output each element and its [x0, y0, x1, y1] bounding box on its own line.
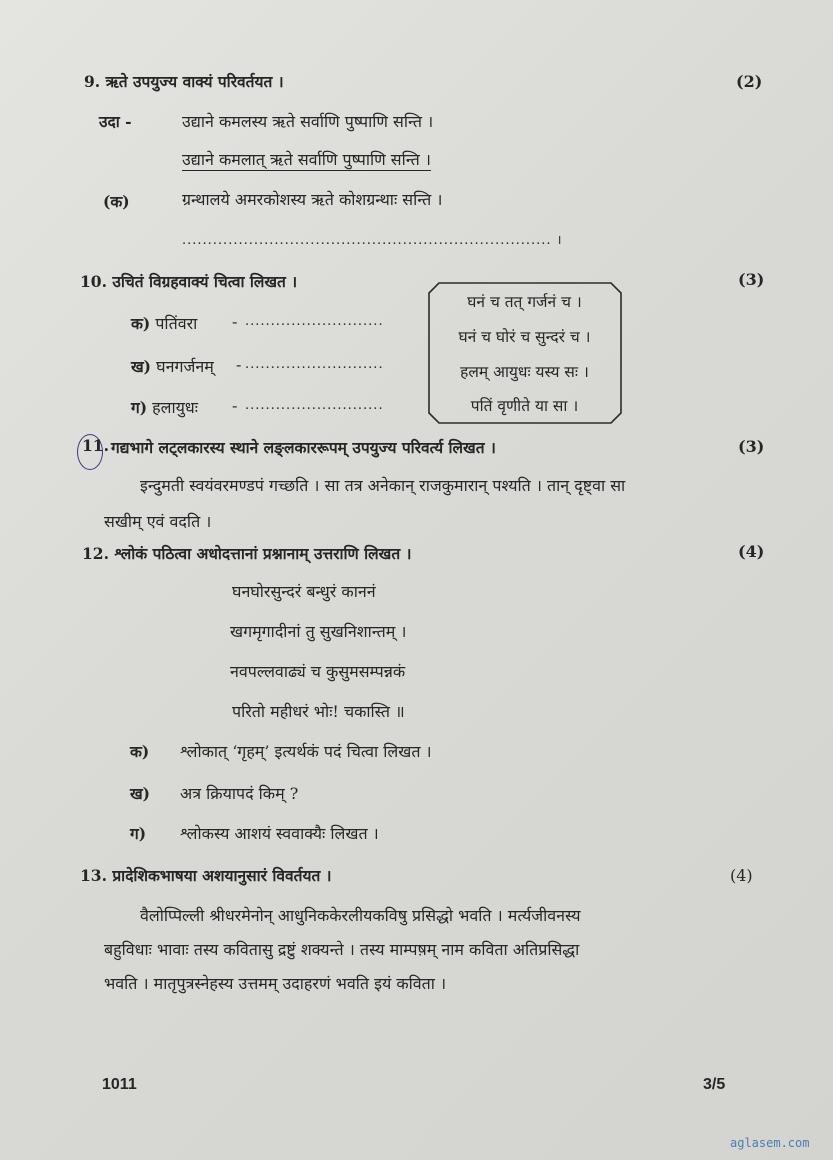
q10-item-sep: -	[232, 396, 238, 415]
q11-number: 11.	[82, 436, 109, 455]
q10-item-blank: ...........................	[245, 314, 384, 329]
q12-question-label: क)	[130, 742, 150, 761]
q11-passage-line: इन्दुमती स्वयंवरमण्डपं गच्छति । सा तत्र अनेकान् राजकुमारान् पश्यति । तान् दृष्ट्वा सा	[140, 476, 626, 495]
q10-item-label: ग)	[131, 398, 148, 417]
q11-marks: (3)	[738, 437, 765, 456]
q10-item-sep: -	[232, 312, 238, 331]
q10-item-sep: -	[236, 355, 242, 374]
q12-question-label: ग)	[130, 824, 147, 843]
q12-marks: (4)	[738, 542, 765, 561]
q13-marks: (4)	[730, 866, 753, 885]
q12-title: 12. श्लोकं पठित्वा अधोदत्तानां प्रश्नानाम् उत्तराणि लिखत ।	[82, 544, 412, 563]
q13-passage-line: वैलोप्पिल्ली श्रीधरमेनोन् आधुनिककेरलीयकविषु प्रसिद्धो भवति । मर्त्यजीवनस्य	[140, 906, 581, 925]
q10-option: घनं च तत् गर्जनं च ।	[467, 293, 582, 311]
q10-item-word: घनगर्जनम्	[156, 357, 214, 376]
q10-option: हलम् आयुधः यस्य सः ।	[460, 363, 589, 381]
q10-item-word: हलायुधः	[152, 398, 198, 417]
q12-question-label: ख)	[130, 784, 151, 803]
q10-item-word: पतिंवरा	[155, 314, 198, 333]
watermark: aglasem.com	[730, 1136, 810, 1150]
q9-marks: (2)	[736, 72, 763, 91]
q10-item-blank: ...........................	[245, 357, 384, 372]
q13-title: 13. प्रादेशिकभाषया अशयानुसारं विवर्तयत ।	[80, 866, 332, 885]
q9-item-sentence: ग्रन्थालये अमरकोशस्य ऋते कोशग्रन्थाः सन्ति ।	[182, 190, 443, 209]
q10-option: पतिं वृणीते या सा ।	[470, 397, 579, 415]
q12-verse-line: नवपल्लवाढ्यं च कुसुमसम्पन्नकं	[230, 662, 406, 681]
q10-item-label: ख)	[131, 357, 152, 376]
q10-item	[131, 312, 197, 334]
q11-title: गद्यभागे लट्लकारस्य स्थाने लङ्लकाररूपम् उपयुज्य परिवर्त्य लिखत ।	[111, 438, 496, 457]
q11-passage-line: सखीम् एवं वदति ।	[104, 512, 212, 531]
q12-verse-line: खगमृगादीनां तु सुखनिशान्तम् ।	[230, 622, 407, 641]
q10-item-label: क)	[131, 314, 151, 333]
q12-verse-line: परितो महीधरं भोः! चकास्ति ॥	[232, 702, 405, 721]
q10-item	[131, 396, 198, 418]
q10-marks: (3)	[738, 270, 765, 289]
q10-item-blank: ...........................	[245, 398, 384, 413]
q9-example-label: उदा -	[99, 112, 132, 131]
q9-answer-blank: ........................................................................ ।	[182, 233, 563, 248]
q10-option: घनं च घोरं च सुन्दरं च ।	[458, 328, 591, 346]
q12-question-text: श्लोकात् ‘गृहम्’ इत्यर्थकं पदं चित्वा लिखत ।	[180, 742, 432, 761]
paper-code: 1011	[102, 1076, 137, 1093]
q12-question-text: अत्र क्रियापदं किम् ?	[180, 784, 299, 803]
q12-verse-line: घनघोरसुन्दरं बन्धुरं काननं	[232, 582, 376, 601]
q13-passage-line: बहुविधाः भावाः तस्य कवितासु द्रष्टुं शक्यन्ते । तस्य माम्पष़म् नाम कविता अतिप्रसिद्धा	[104, 940, 580, 959]
page-number: 3/5	[703, 1076, 726, 1093]
q10-title: 10. उचितं विग्रहवाक्यं चित्वा लिखत ।	[80, 272, 298, 291]
q12-question-text: श्लोकस्य आशयं स्ववाक्यैः लिखत ।	[180, 824, 379, 843]
q9-example-sentence: उद्याने कमलस्य ऋते सर्वाणि पुष्पाणि सन्ति ।	[182, 112, 434, 131]
q9-title: 9. ऋते उपयुज्य वाक्यं परिवर्तयत ।	[84, 72, 284, 91]
q9-item-label: (क)	[103, 192, 130, 211]
q9-example-answer: उद्याने कमलात् ऋते सर्वाणि पुष्पाणि सन्ति ।	[182, 150, 431, 169]
q10-item	[131, 355, 214, 377]
q13-passage-line: भवति । मातृपुत्रस्नेहस्य उत्तमम् उदाहरणं भवति इयं कविता ।	[104, 974, 447, 993]
